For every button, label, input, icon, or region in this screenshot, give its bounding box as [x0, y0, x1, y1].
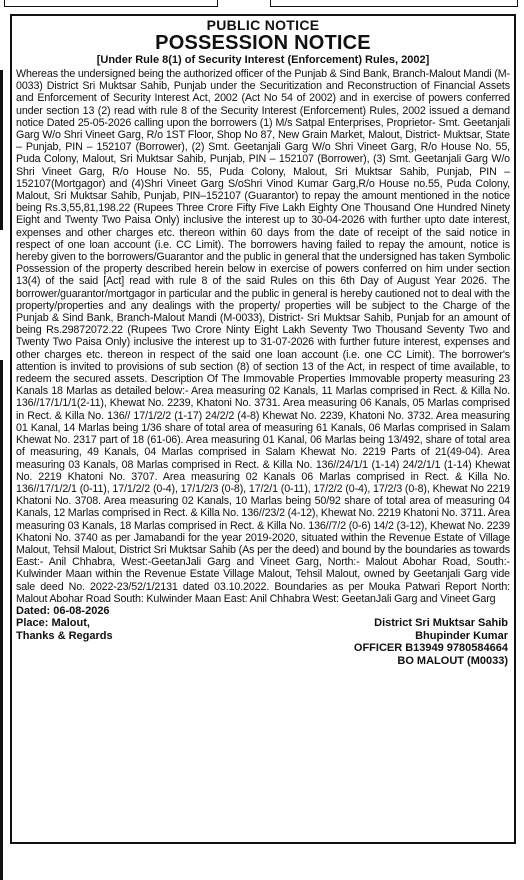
officer-line: OFFICER B13949 9780584664 [353, 642, 508, 655]
place-line: Place: Malout, [16, 617, 90, 630]
adjacent-column-edge [0, 30, 4, 848]
adjacent-ad-right-box [270, 0, 518, 7]
possession-notice [10, 14, 516, 844]
branch-line: BO MALOUT (M0033) [397, 654, 508, 667]
notice-headline: POSSESSION NOTICE [155, 32, 371, 54]
rule-reference: [Under Rule 8(1) of Security Interest (Enforcement) Rules, 2002] [96, 54, 430, 66]
edge-mark [0, 360, 3, 880]
dated-line: Dated: 06-08-2026 [16, 604, 110, 617]
footer-left [16, 605, 113, 643]
footer-signature [354, 605, 508, 668]
notice-body: Whereas the undersigned being the authorized officer of the Punjab & Sind Bank, Branch-Malout Mandi (M-0033) District Sri Muktsar Sahib, Punjab under the Securitization and Reconstruction of Financial Assets and Enforcement of Security Interest Act, 2002 (Act No 54 of 2002) and in exercise of powers conferred under section 13 (2) read with rule 8 of the Security Interest (Enforcement) Rules, 2002 issued a demand notice Dated 25-05-2026 calling upon the borrowers (1) M/s Satpal Enterprises, Proprietor- Smt. Geetanjali Garg W/o Shri Vineet Garg, R/o 1ST Floor, Shop No 87, New Grain Market, Malout, District- Muktsar, State – Punjab, PIN – 152107 (Borrower), (2) Smt. Geetanjali Garg W/o Shri Vineet Garg, R/o House No. 55, Puda Colony, Malout, Sri Muktsar Sahib, Punjab, PIN – 152107 (Borrower), (3) Smt. Geetanjali Garg W/o Shri Vineet Garg, R/o House No. 55, Puda Colony, Malout, Sri Muktsar Sahib, Punjab, PIN – 152107(Mortgagor) and (4)Shri Vineet Garg S/oShri Vinod Kumar Garg,R/o House no.55, Puda Colony, Malout, Sri Muktsar Sahib, Punjab, PIN–152107 (Guarantor) to repay the amount mentioned in the notice being Rs.3,55,81,198.22 (Rupees Three Crore Fifty Five Lakh Eighty One Thousand One Hundred Ninety Eight and Twenty Two Paisa Only) inclusive the interest up to 30-04-2026 with further upto date interest, expenses and other charges etc. thereon within 60 days from the date of receipt of the said notice in respect of one loan account (i.e. CC Limit). The borrowers having failed to repay the amount, notice is hereby given to the borrowers/Guarantor and the public in general that the undersigned has taken Symbolic Possession of the property described herein below in exercise of powers conferred on him under section 13(4) of the said [Act] read with rule 8 of the said Rules on this 6th Day of August Year 2026. The borrower/guarantor/mortgagor in particular and the public in general is hereby cautioned not to deal with the property/properties and any dealings with the property/ properties will be subject to the Charge of the Punjab & Sind Bank, Branch-Malout Mandi (M-0033), District- Sri Muktsar Sahib, Punjab for an amount of being Rs.29872072.22 (Rupees Two Crore Ninty Eight Lakh Seventy Two Thousand Seventy Two and Twenty Two Paisa Only) inclusive the interest up to 31-07-2026 with further future interest, expenses and other charges etc. thereon in respect of the said one loan account (i.e. one CC Limit). The borrower's attention is invited to provisions of sub section (8) of section 13 of the Act, in respect of time available, to redeem the secured assets. Description Of The Immovable Properties Immovable property measuring 23 Kanals 18 Marlas as detailed below:- Area measuring 02 Kanals, 11 Marlas comprised in Rect. & Killa No. 136//17/1/1/1(2-11), Khewat No. 2239, Khatoni No. 3731. Area measuring 06 Kanals, 05 Marlas comprised in Rect. & Killa No. 136// 17/1/2/2 (1-17) 24/2/2 (4-8) Khewat No. 2239, Khatoni No. 3732. Area measuring 01 Kanal, 14 Marlas being 1/36 share of total area of measuring 61 Kanals, 06 Marlas comprised in Salam Khewat No. 2317 part of 18 (61-06). Area measuring 01 Kanal, 06 Marlas being 13/492, share of total area of measuring, 49 Kanals, 04 Marlas comprised in Salam Khewat No. 2219 Parts of 21(49-04). Area measuring 03 Kanals, 08 Marlas comprised in Rect. & Killa No. 136//24/1/1 (1-14) 24/2/1/1 (1-14) Khewat No. 2219 Khatoni No. 3707. Area measuring 02 Kanals 06 Marlas comprised in Rect. & Killa No. 136//17/1/2/1 (0-11), 17/1/2/2 (0-4), 17/1/2/3 (0-8), 17/2/1 (0-11), 17/2/2 (0-4), 17/2/3 (0-8), Khewat No 2219 Khatoni No. 3708. Area measuring 02 Kanals, 10 Marlas being 50/92 share of total area of measuring 04 Kanals, 12 Marlas comprised in Rect. & Killa No. 136//23/2 (4-12), Khewat No. 2219 Khatoni No. 3711. Area measuring 03 Kanals, 18 Marlas comprised in Rect. & Killa No. 136//7/2 (0-6) 14/2 (3-12), Khewat No. 2239 Khatoni No. 3740 as per Jamabandi for the year 2019-2020, situated within the Revenue Estate of Village Malout, Tehsil Malout, District Sri Muktsar Sahib (As per the deed) and bound by the boundaries as towards East:- Anil Chhabra, West:-GeetanJali Garg and Vineet Garg, North:- Malout Abohar Road, South:-Kulwinder Maan within the Revenue Estate Village Malout, Tehsil Malout, owned by Geetanjali Garg vide sale deed No. 2022-23/52/1/2131 dated 03.10.2022. Boundaries as per Mouka Patwari Report North: Malout Abohar Road South: Kulwinder Maan East: Anil Chhabra West: GeetanJali Garg and Vineet Garg [16, 68, 510, 605]
adjacent-ad-left-box [4, 0, 218, 7]
adjacent-ad-borders [0, 0, 524, 14]
regards-line: Thanks & Regards [16, 629, 113, 642]
notice-kicker: PUBLIC NOTICE [206, 17, 320, 33]
signatory-name: Bhupinder Kumar [415, 629, 508, 642]
edge-mark [0, 70, 3, 230]
district-line: District Sri Muktsar Sahib [374, 617, 508, 630]
